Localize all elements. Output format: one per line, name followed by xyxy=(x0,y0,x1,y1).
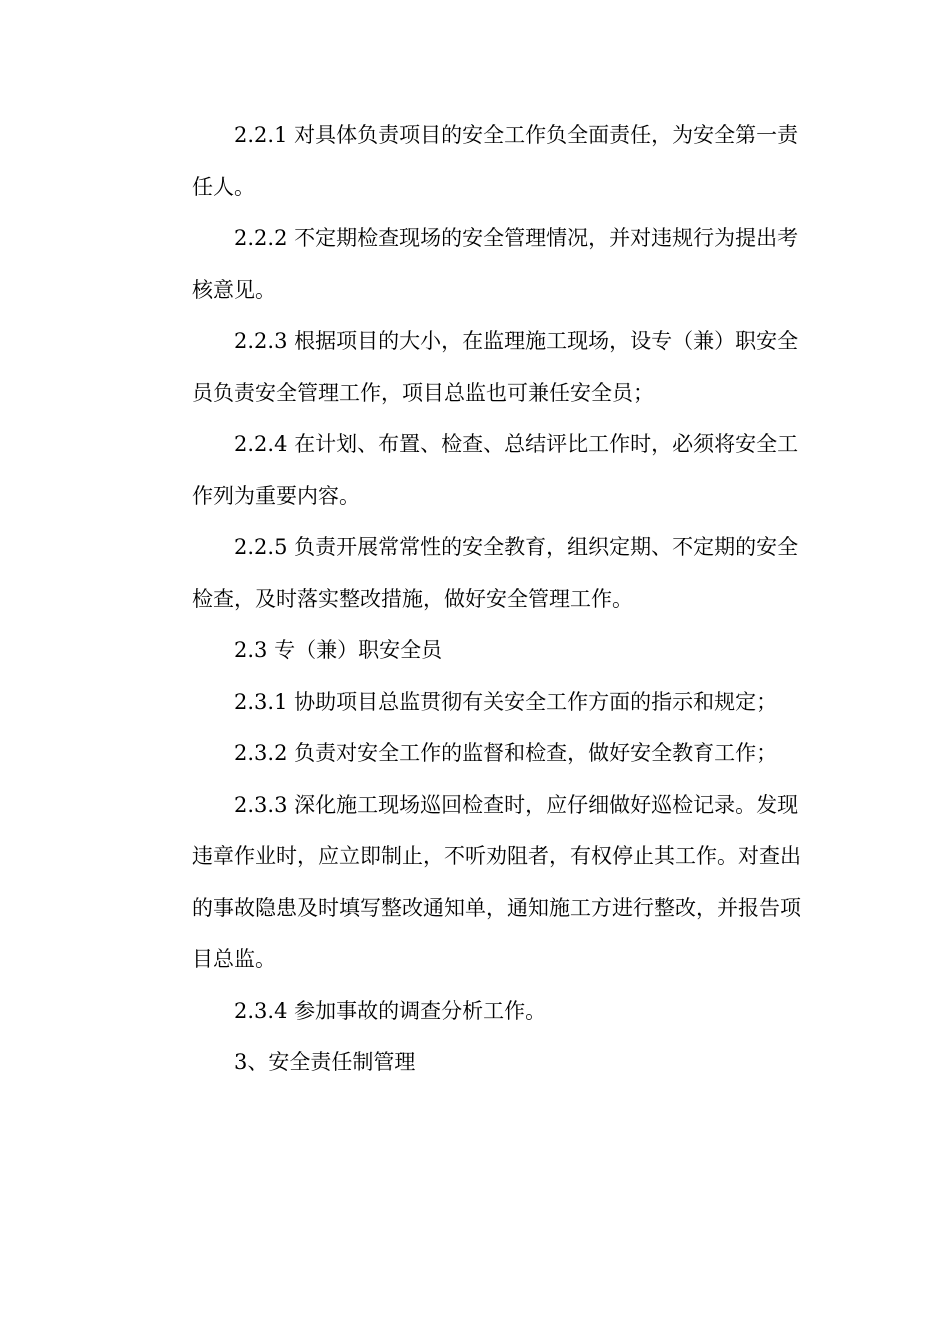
text-line: 违章作业时，应立即制止，不听劝阻者，有权停止其工作。对查出 xyxy=(192,844,801,868)
text-line: 的事故隐患及时填写整改通知单，通知施工方进行整改，并报告项 xyxy=(192,895,801,920)
paragraph-2-2-1 xyxy=(150,110,810,213)
paragraph-2-2-4 xyxy=(150,419,810,522)
text-line: 2.3.3 深化施工现场巡回检查时，应仔细做好巡检记录。发现 xyxy=(234,792,799,817)
paragraph-2-3-3 xyxy=(150,780,810,986)
paragraph-2-2-5 xyxy=(150,522,810,625)
text-line: 2.3.1 协助项目总监贯彻有关安全工作方面的指示和规定； xyxy=(234,689,778,714)
text-line: 员负责安全管理工作，项目总监也可兼任安全员； xyxy=(192,380,654,405)
text-line: 2.3 专（兼）职安全员 xyxy=(234,638,443,662)
section-heading-3 xyxy=(150,1037,810,1089)
text-line: 2.2.2 不定期检查现场的安全管理情况，并对违规行为提出考 xyxy=(234,226,799,250)
text-line: 2.2.5 负责开展常常性的安全教育，组织定期、不定期的安全 xyxy=(234,535,799,559)
paragraph-2-3-1 xyxy=(150,677,810,729)
text-line: 检查，及时落实整改措施，做好安全管理工作。 xyxy=(192,586,633,611)
text-line: 目总监。 xyxy=(192,947,276,971)
text-line: 2.2.3 根据项目的大小，在监理施工现场，设专（兼）职安全 xyxy=(234,329,799,353)
paragraph-2-2-2 xyxy=(150,213,810,316)
section-heading-2-3 xyxy=(150,625,810,677)
text-line: 2.2.4 在计划、布置、检查、总结评比工作时，必须将安全工 xyxy=(234,432,799,456)
text-line: 2.2.1 对具体负责项目的安全工作负全面责任，为安全第一责 xyxy=(234,123,799,147)
document-page xyxy=(150,110,810,1089)
text-line: 3、安全责任制管理 xyxy=(234,1050,416,1074)
text-line: 核意见。 xyxy=(192,277,276,302)
paragraph-2-2-3 xyxy=(150,316,810,419)
paragraph-2-3-2 xyxy=(150,728,810,780)
paragraph-2-3-4 xyxy=(150,986,810,1038)
text-line: 任人。 xyxy=(192,174,255,199)
text-line: 2.3.2 负责对安全工作的监督和检查，做好安全教育工作； xyxy=(234,741,778,765)
text-line: 2.3.4 参加事故的调查分析工作。 xyxy=(234,998,547,1023)
text-line: 作列为重要内容。 xyxy=(192,483,360,508)
